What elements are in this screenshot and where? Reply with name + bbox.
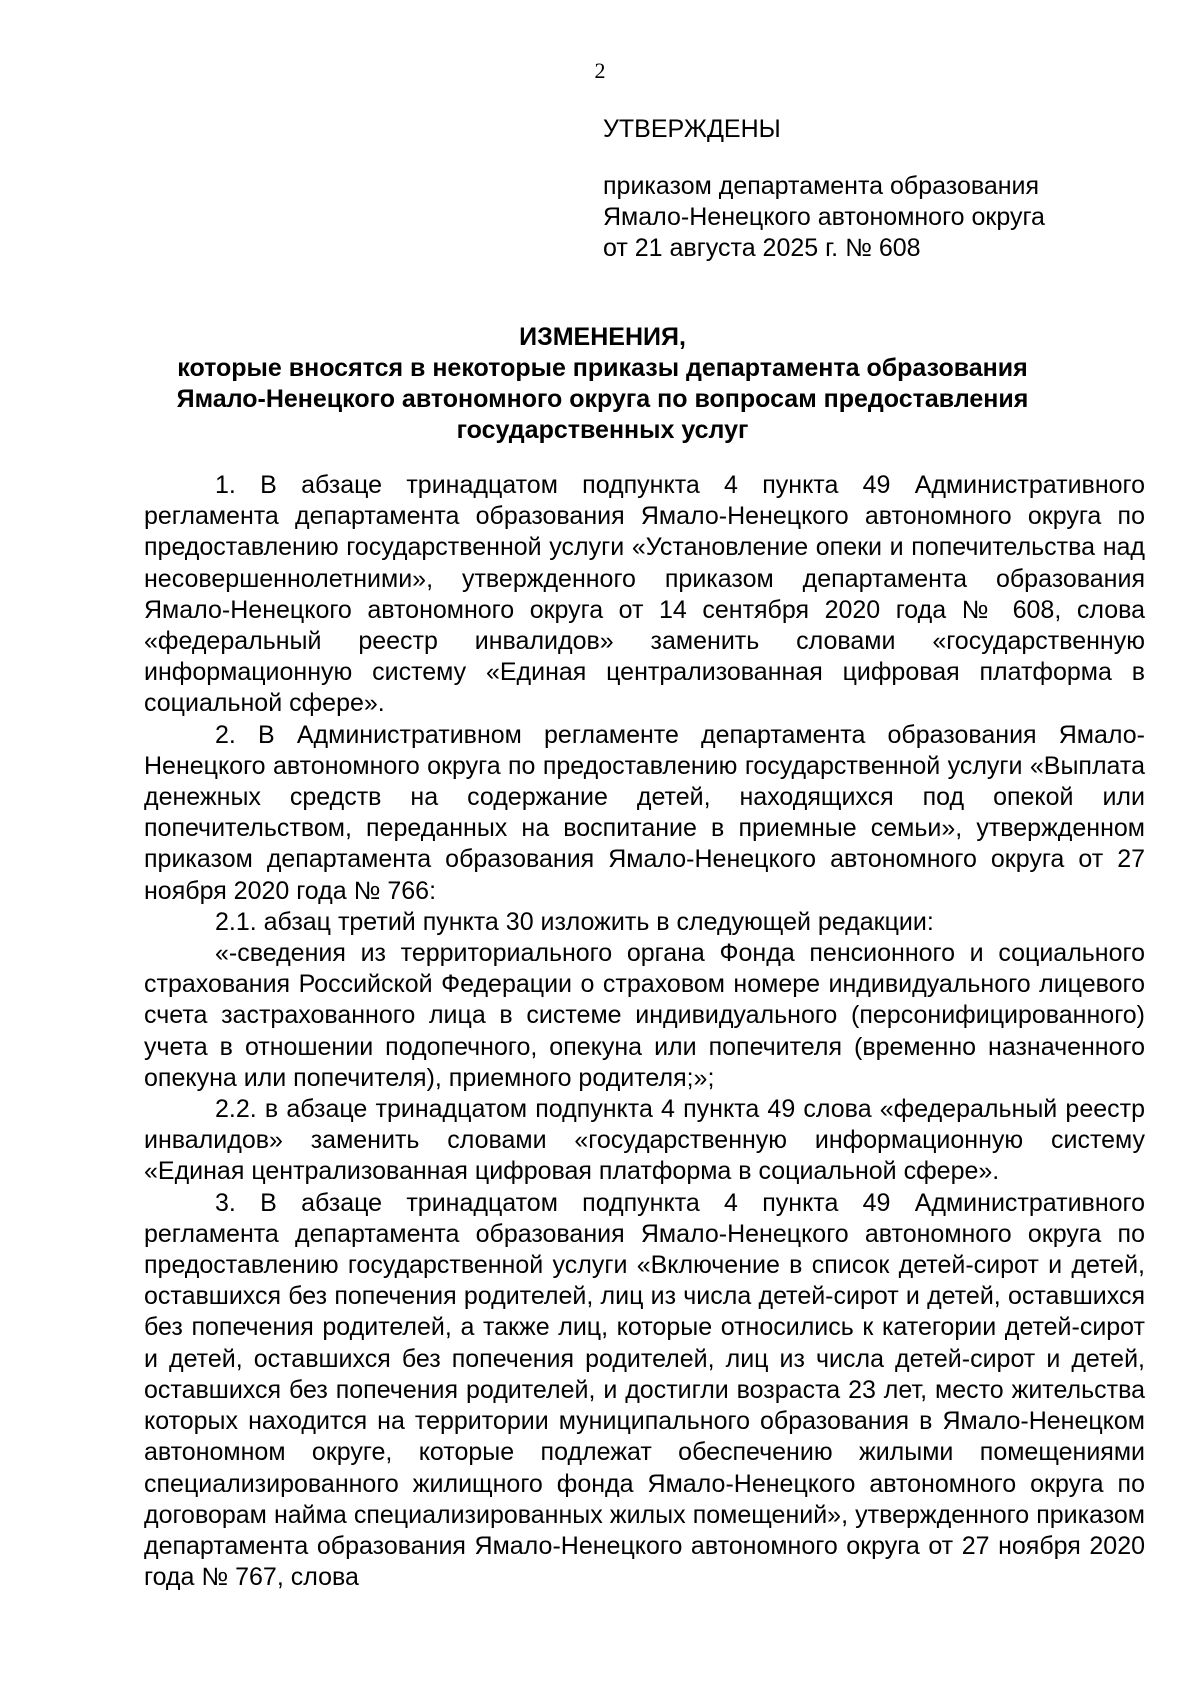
paragraph-1: 1. В абзаце тринадцатом подпункта 4 пункта 49 Административного регламента департамента образования Ямало-Ненецкого автономного округа по предоставлению государственной услуги «Установление опеки и попечительства над несовершеннолетними», утвержденного приказом департамента образования Ямало-Ненецкого автономного округа от 14 сентября 2020 года № 608, слова «федеральный реестр инвалидов» заменить словами «государственную информационную систему «Единая централизованная цифровая платформа в социальной сфере». bbox=[144, 471, 1145, 718]
heading-subtitle-line-1: которые вносятся в некоторые приказы департамента образования bbox=[177, 354, 1028, 382]
heading-subtitle-line-2: Ямало-Ненецкого автономного округа по вопросам предоставления bbox=[176, 385, 1029, 413]
page-number: 2 bbox=[594, 58, 606, 83]
approval-line-region: Ямало-Ненецкого автономного округа bbox=[603, 203, 1045, 231]
heading-subtitle-line-3: государственных услуг bbox=[456, 416, 749, 444]
paragraph-3: 3. В абзаце тринадцатом подпункта 4 пункта 49 Административного регламента департамента образования Ямало-Ненецкого автономного округа по предоставлению государственной услуги «Включение в список детей-сирот и детей, оставшихся без попечения родителей, лиц из числа детей-сирот и детей, оставшихся без попечения родителей, а также лиц, которые относились к категории детей-сирот и детей, оставшихся без попечения родителей, лиц из числа детей-сирот и детей, оставшихся без попечения родителей, и достигли возраста 23 лет, место жительства которых находится на территории муниципального образования в Ямало-Ненецком автономном округе, которые подлежат обеспечению жилыми помещениями специализированного жилищного фонда Ямало-Ненецкого автономного округа по договорам найма специализированных жилых помещений», утвержденного приказом департамента образования Ямало-Ненецкого автономного округа от 27 ноября 2020 года № 767, слова bbox=[144, 1188, 1145, 1592]
paragraph-2-1: 2.1. абзац третий пункта 30 изложить в следующей редакции: bbox=[215, 907, 934, 936]
approval-block bbox=[603, 114, 1123, 264]
paragraph-2-2: 2.2. в абзаце тринадцатом подпункта 4 пункта 49 слова «федеральный реестр инвалидов» заменить словами «государственную информационную систему «Единая централизованная цифровая платформа в социальной сфере». bbox=[144, 1095, 1145, 1186]
approval-line-order: приказом департамента образования bbox=[603, 172, 1040, 200]
approval-title: УТВЕРЖДЕНЫ bbox=[603, 115, 781, 143]
paragraph-2-1-quote: «-сведения из территориального органа Фонда пенсионного и социального страхования Российской Федерации о страховом номере индивидуального лицевого счета застрахованного лица в системе индивидуального (персонифицированного) учета в отношении подопечного, опекуна или попечителя (временно назначенного опекуна или попечителя), приемного родителя;»; bbox=[144, 939, 1145, 1092]
document-body bbox=[144, 470, 1145, 1593]
paragraph-2: 2. В Административном регламенте департамента образования Ямало-Ненецкого автономного округа по предоставлению государственной услуги «Выплата денежных средств на содержание детей, находящихся под опекой или попечительством, переданных на воспитание в приемные семьи», утвержденном приказом департамента образования Ямало-Ненецкого автономного округа от 27 ноября 2020 года № 766: bbox=[144, 720, 1145, 905]
approval-line-date: от 21 августа 2025 г. № 608 bbox=[603, 234, 921, 262]
document-heading bbox=[140, 322, 1065, 446]
heading-title: ИЗМЕНЕНИЯ, bbox=[519, 323, 686, 351]
